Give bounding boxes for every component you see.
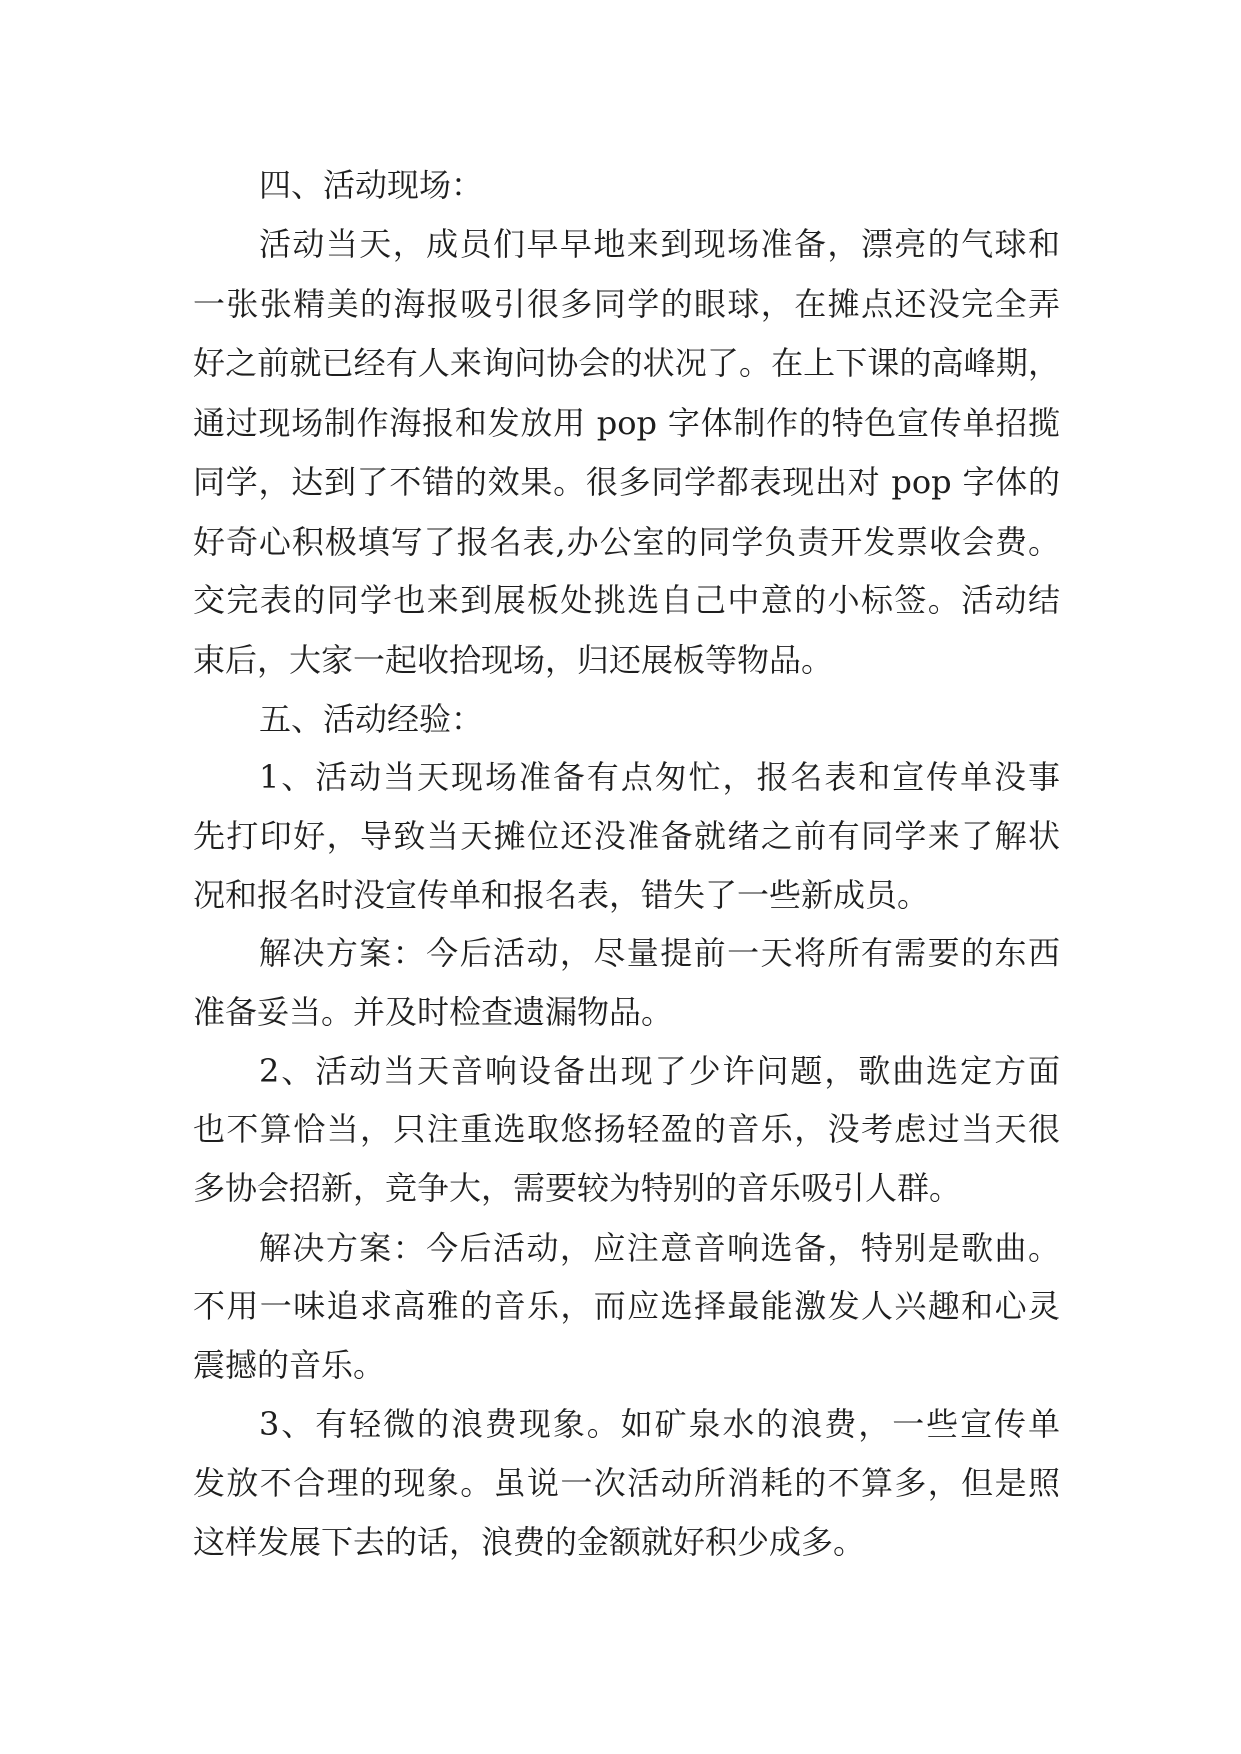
- paragraph-line: 况和报名时没宣传单和报名表，错失了一些新成员。: [193, 876, 930, 914]
- paragraph-line: 不用一味追求高雅的音乐，而应选择最能激发人兴趣和心灵: [193, 1287, 1060, 1325]
- paragraph-line: 一张张精美的海报吸引很多同学的眼球，在摊点还没完全弄: [193, 285, 1060, 323]
- paragraph-line: 活动当天，成员们早早地来到现场准备，漂亮的气球和: [259, 225, 1060, 263]
- paragraph-line: 2、活动当天音响设备出现了少许问题，歌曲选定方面: [259, 1052, 1060, 1090]
- paragraph-line: 通过现场制作海报和发放用 pop 字体制作的特色宣传单招揽: [193, 404, 1060, 442]
- paragraph-line: 解决方案：今后活动，应注意音响选备，特别是歌曲。: [259, 1229, 1060, 1267]
- paragraph-line: 多协会招新，竞争大，需要较为特别的音乐吸引人群。: [193, 1169, 962, 1207]
- paragraph-line: 也不算恰当，只注重选取悠扬轻盈的音乐，没考虑过当天很: [193, 1110, 1060, 1148]
- heading-line: 五、活动经验：: [259, 700, 484, 738]
- paragraph-line: 准备妥当。并及时检查遗漏物品。: [193, 993, 674, 1031]
- paragraph-line: 交完表的同学也来到展板处挑选自己中意的小标签。活动结: [193, 581, 1060, 619]
- paragraph-line: 同学，达到了不错的效果。很多同学都表现出对 pop 字体的: [193, 463, 1060, 501]
- paragraph-line: 好奇心积极填写了报名表,办公室的同学负责开发票收会费。: [193, 523, 1060, 561]
- paragraph-line: 解决方案：今后活动，尽量提前一天将所有需要的东西: [259, 934, 1060, 972]
- paragraph-line: 3、有轻微的浪费现象。如矿泉水的浪费，一些宣传单: [259, 1405, 1060, 1443]
- paragraph-line: 好之前就已经有人来询问协会的状况了。在上下课的高峰期，: [193, 344, 1060, 382]
- paragraph-line: 发放不合理的现象。虽说一次活动所消耗的不算多，但是照: [193, 1464, 1060, 1502]
- paragraph-line: 震撼的音乐。: [193, 1346, 386, 1384]
- paragraph-line: 这样发展下去的话，浪费的金额就好积少成多。: [193, 1523, 866, 1561]
- paragraph-line: 1、活动当天现场准备有点匆忙，报名表和宣传单没事: [259, 758, 1060, 796]
- paragraph-line: 先打印好，导致当天摊位还没准备就绪之前有同学来了解状: [193, 817, 1060, 855]
- heading-line: 四、活动现场：: [259, 166, 484, 204]
- paragraph-line: 束后，大家一起收拾现场，归还展板等物品。: [193, 641, 834, 679]
